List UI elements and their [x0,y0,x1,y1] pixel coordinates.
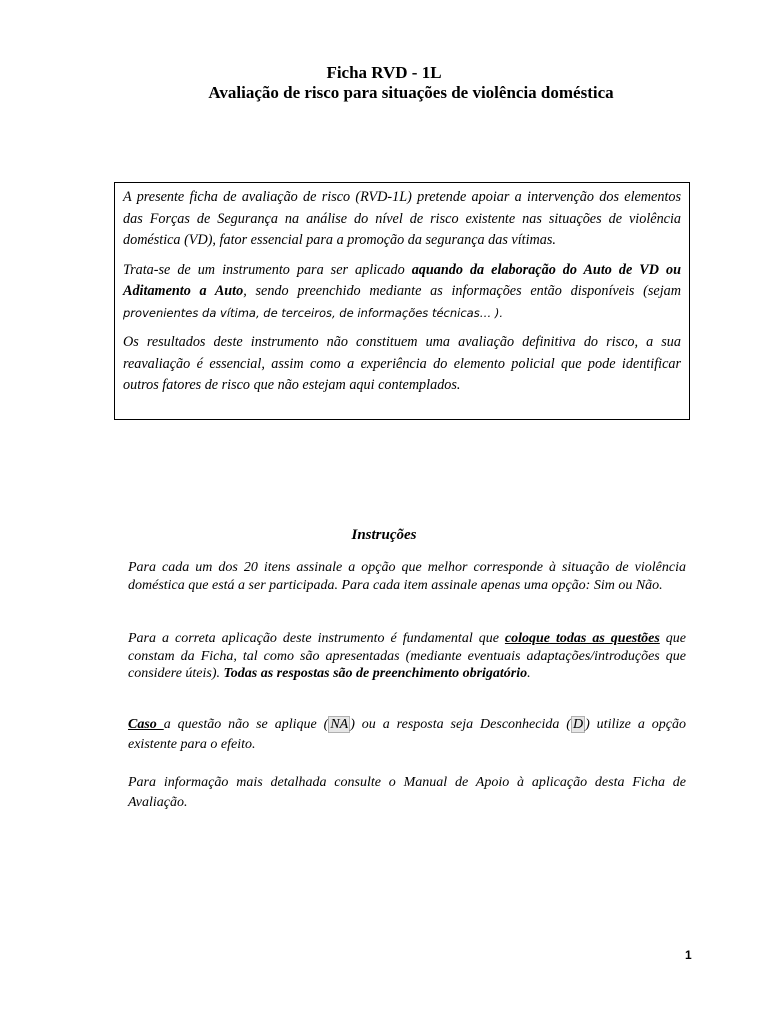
page-number: 1 [685,948,692,962]
intro-box [114,182,690,420]
intro-paragraph-2 [123,260,681,325]
instr-p2-underlined: coloque todas as questões [504,631,660,646]
instr-p3-text-e: ) utilize a opção existente para o efeito. [128,717,686,752]
instr-p2-text-c: que constam da Ficha, tal como são apresentadas (mediante eventuais adaptações/introduções que considere úteis). [128,631,687,681]
instr-p2-bold: Todas as respostas são de preenchimento obrigatório [223,666,528,681]
instr-p2-text-e: . [527,666,531,681]
intro-p2-text-d: provenientes da vítima, de terceiros, de informações técnicas… ). [123,305,503,320]
intro-paragraph-1: A presente ficha de avaliação de risco (RVD-1L) pretende apoiar a intervenção dos elementos das Forças de Segurança na análise do nível de risco existente nas situações de violência doméstica (VD), fator essencial para a promoção da segurança das vítimas. [123,189,681,248]
d-option-box: D [572,717,584,732]
instructions-paragraph-1: Para cada um dos 20 itens assinale a opção que melhor corresponde à situação de violência doméstica que está a ser participada. Para cada item assinale apenas uma opção: Sim ou Não. [128,560,686,593]
intro-paragraph-3: Os resultados deste instrumento não constituem uma avaliação definitiva do risco, a sua reavaliação é essencial, assim como a experiência do elemento policial que pode identificar outros fatores de risco que não estejam aqui contemplados. [123,334,681,393]
instructions-paragraph-4: Para informação mais detalhada consulte o Manual de Apoio à aplicação desta Ficha de Avaliação. [128,775,686,810]
instructions-paragraph-2 [128,630,686,683]
instr-p3-caso: Caso [128,717,164,732]
instr-p3-text-c: ) ou a resposta seja Desconhecida ( [350,717,571,732]
instr-p3-text-b: a questão não se aplique ( [163,717,329,732]
intro-p2-text-c: , sendo preenchido mediante as informações então disponíveis (sejam [243,283,682,299]
instructions-heading: Instruções [351,527,417,543]
na-option-box: NA [330,717,349,732]
instructions-paragraph-3 [128,715,686,755]
page-subtitle: Avaliação de risco para situações de violência doméstica [208,83,614,102]
intro-p2-bold: aquando da elaboração do Auto de VD ou Aditamento a Auto [123,261,681,299]
intro-p2-text-a: Trata-se de um instrumento para ser aplicado [123,261,412,278]
page-title: Ficha RVD - 1L [326,63,442,82]
instr-p2-text-a: Para a correta aplicação deste instrumento é fundamental que [128,631,505,646]
